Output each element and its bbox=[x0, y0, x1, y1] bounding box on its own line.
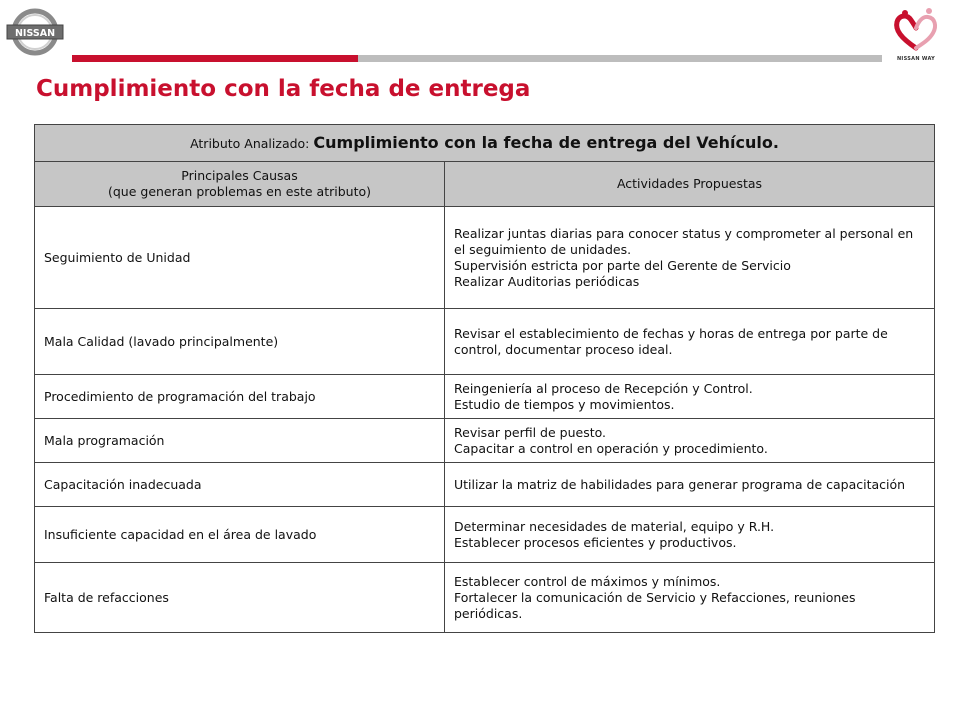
activities-header: Actividades Propuestas bbox=[445, 162, 935, 207]
attribute-value: Cumplimiento con la fecha de entrega del Vehículo. bbox=[313, 132, 779, 152]
activity-line: Utilizar la matriz de habilidades para generar programa de capacitación bbox=[454, 476, 906, 492]
page-title: Cumplimiento con la fecha de entrega bbox=[36, 76, 531, 102]
cause-cell: Falta de refacciones bbox=[35, 563, 445, 633]
header-bar-gray bbox=[358, 55, 882, 62]
table-row bbox=[35, 463, 935, 507]
table-row bbox=[35, 563, 935, 633]
activity-line: Realizar juntas diarias para conocer status y comprometer al personal en el seguimiento de unidades. bbox=[454, 225, 914, 257]
activity-line: Reingeniería al proceso de Recepción y Control. bbox=[454, 380, 753, 396]
cause-cell: Mala programación bbox=[35, 419, 445, 463]
column-header-row bbox=[35, 162, 935, 207]
activity-line: Supervisión estricta por parte del Gerente de Servicio bbox=[454, 257, 791, 273]
cause-cell: Capacitación inadecuada bbox=[35, 463, 445, 507]
table-row bbox=[35, 375, 935, 419]
attribute-label: Atributo Analizado: bbox=[190, 135, 310, 151]
heart-icon bbox=[891, 8, 941, 52]
causes-header-line1: Principales Causas bbox=[181, 168, 298, 183]
activity-line: Revisar el establecimiento de fechas y horas de entrega por parte de control, documentar proceso ideal. bbox=[454, 325, 888, 357]
activity-line: Realizar Auditorias periódicas bbox=[454, 273, 640, 289]
activities-cell bbox=[445, 419, 935, 463]
activity-line: Estudio de tiempos y movimientos. bbox=[454, 396, 675, 412]
nissan-logo bbox=[6, 8, 64, 56]
activity-line: Determinar necesidades de material, equipo y R.H. bbox=[454, 518, 775, 534]
cause-cell: Procedimiento de programación del trabajo bbox=[35, 375, 445, 419]
table-row bbox=[35, 309, 935, 375]
activities-cell bbox=[445, 309, 935, 375]
attribute-row bbox=[35, 125, 935, 162]
causes-header bbox=[35, 162, 445, 207]
table-row bbox=[35, 507, 935, 563]
activity-line: Fortalecer la comunicación de Servicio y Refacciones, reuniones periódicas. bbox=[454, 589, 856, 621]
activities-cell bbox=[445, 375, 935, 419]
attribute-cell bbox=[35, 125, 935, 162]
activity-line: Establecer procesos eficientes y productivos. bbox=[454, 534, 737, 550]
activities-cell bbox=[445, 463, 935, 507]
table-row bbox=[35, 419, 935, 463]
table-row bbox=[35, 207, 935, 309]
activity-line: Capacitar a control en operación y procedimiento. bbox=[454, 440, 768, 456]
nissan-logo-text: NISSAN bbox=[14, 28, 56, 39]
activity-line: Revisar perfil de puesto. bbox=[454, 424, 607, 440]
causes-header-line2: (que generan problemas en este atributo) bbox=[107, 184, 371, 199]
cause-cell: Insuficiente capacidad en el área de lavado bbox=[35, 507, 445, 563]
causes-activities-table bbox=[34, 124, 935, 633]
nissan-way-logo bbox=[888, 8, 944, 64]
cause-cell: Seguimiento de Unidad bbox=[35, 207, 445, 309]
activities-cell bbox=[445, 563, 935, 633]
activities-cell bbox=[445, 207, 935, 309]
header-bar-red bbox=[72, 55, 358, 62]
cause-cell: Mala Calidad (lavado principalmente) bbox=[35, 309, 445, 375]
activities-cell bbox=[445, 507, 935, 563]
activity-line: Establecer control de máximos y mínimos. bbox=[454, 573, 721, 589]
nissan-way-caption: NISSAN WAY bbox=[896, 56, 936, 62]
